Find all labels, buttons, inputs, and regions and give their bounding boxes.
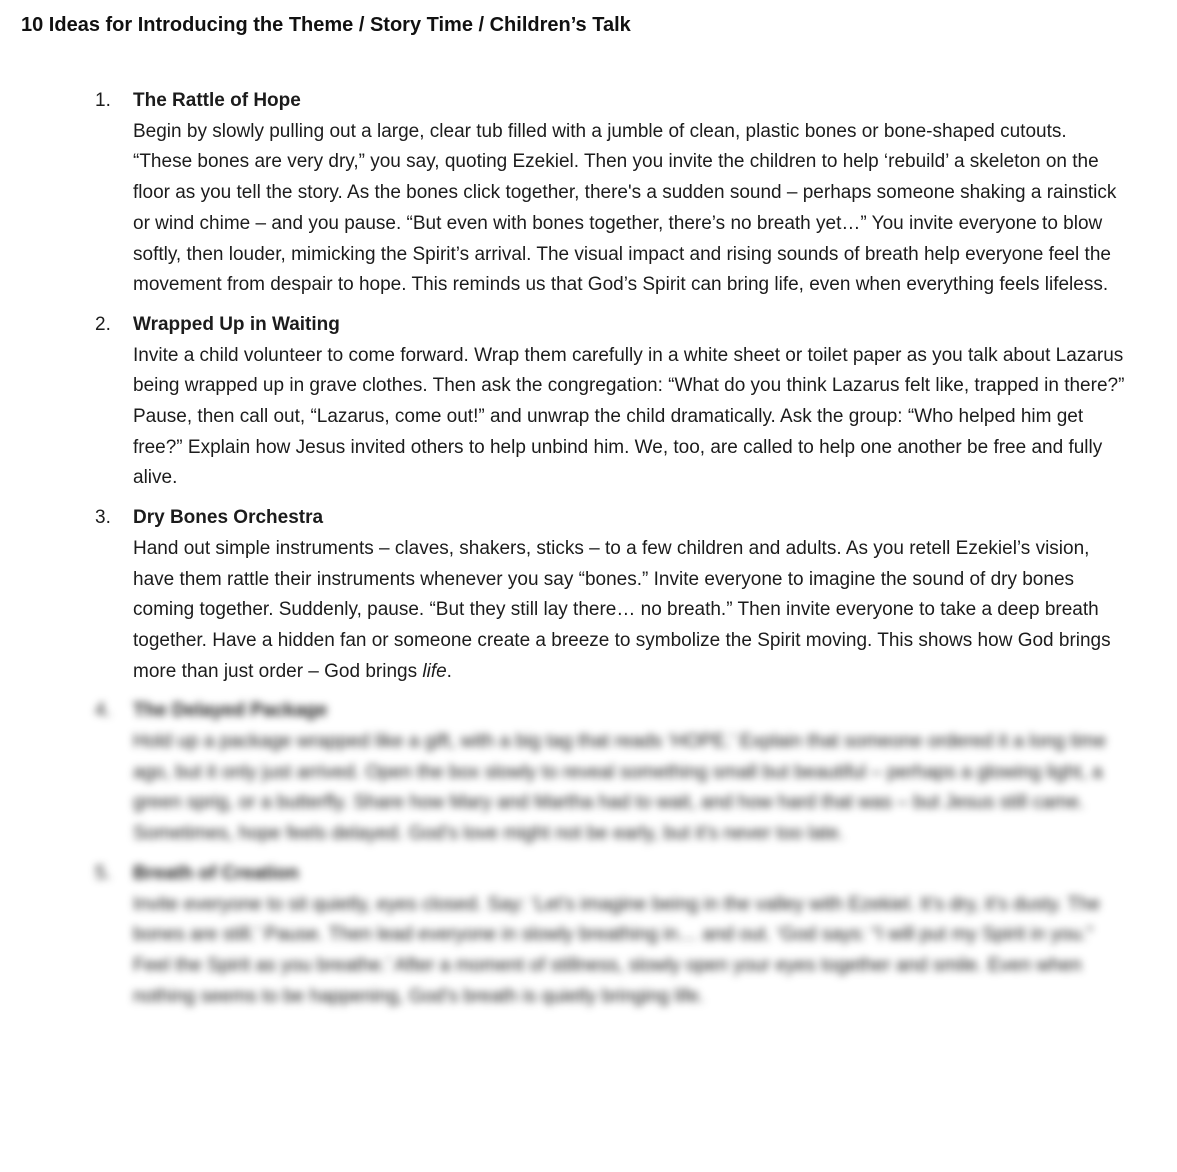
idea-item-5-blurred <box>0 859 1177 1013</box>
idea-item-4-blurred <box>0 696 1177 850</box>
item-heading: Dry Bones Orchestra <box>133 507 324 529</box>
item-number: 3. <box>95 507 111 529</box>
item-number: 2. <box>95 313 111 335</box>
item-body: Hold up a package wrapped like a gift, with a big tag that reads ‘HOPE.’ Explain that someone ordered it a long time ago, but it only just arrived. Open the box slowly to reveal something small but beautiful – perhaps a glowing light, a green sprig, or a butterfly. Share how Mary and Martha had to wait, and how hard that was – but Jesus still came. Sometimes, hope feels delayed. God’s love might not be early, but it’s never too late. <box>133 731 1107 845</box>
item-content <box>133 310 1130 494</box>
idea-item-3 <box>0 503 1177 687</box>
item-heading: The Rattle of Hope <box>133 90 301 111</box>
item-number: 1. <box>95 90 111 111</box>
item-heading: Breath of Creation <box>133 862 299 884</box>
item-content <box>133 696 1130 850</box>
item-body: Invite everyone to sit quietly, eyes closed. Say: ‘Let’s imagine being in the valley with Ezekiel. It’s dry, it’s dusty. The bones are still.’ Pause. Then lead everyone in slowly breathing in… and out. ‘God says: “I will put my Spirit in you.” Feel the Spirit as you breathe.’ After a moment of stillness, slowly open your eyes together and smile. Even when nothing seems to be happening, God’s breath is quietly bringing life. <box>133 893 1101 1007</box>
item-heading: Wrapped Up in Waiting <box>133 313 340 335</box>
item-body: Begin by slowly pulling out a large, clear tub filled with a jumble of clean, plastic bones or bone-shaped cutouts. “These bones are very dry,” you say, quoting Ezekiel. Then you invite the children to help ‘rebuild’ a skeleton on the floor as you tell the story. As the bones click together, there's a sudden sound – perhaps someone shaking a rainstick or wind chime – and you pause. “But even with bones together, there’s no breath yet…” You invite everyone to blow softly, then louder, mimicking the Spirit’s arrival. The visual impact and rising sounds of breath help everyone feel the movement from despair to hope. This reminds us that God’s Spirit can bring life, even when everything feels lifeless. <box>133 120 1117 296</box>
item-body <box>133 534 1130 688</box>
idea-item-1 <box>0 86 1177 301</box>
item-content <box>133 503 1130 687</box>
item-body-suffix: . <box>446 660 452 682</box>
item-body-text: Hand out simple instruments – claves, shakers, sticks – to a few children and adults. As you retell Ezekiel’s vision, have them rattle their instruments whenever you say “bones.” Invite everyone to imagine the sound of dry bones coming together. Suddenly, pause. “But they still lay there… no breath.” Then invite everyone to take a deep breath together. Have a hidden fan or someone create a breeze to symbolize the Spirit moving. This shows how God brings more than just order – God brings <box>133 537 1111 682</box>
item-heading: The Delayed Package <box>133 700 328 722</box>
idea-list <box>0 86 1177 1012</box>
item-number: 4. <box>95 700 111 722</box>
idea-item-2 <box>0 310 1177 494</box>
item-content <box>133 86 1130 301</box>
item-content <box>133 859 1130 1013</box>
item-body: Invite a child volunteer to come forward. Wrap them carefully in a white sheet or toilet paper as you talk about Lazarus being wrapped up in grave clothes. Then ask the congregation: “What do you think Lazarus felt like, trapped in there?” Pause, then call out, “Lazarus, come out!” and unwrap the child dramatically. Ask the group: “Who helped him get free?” Explain how Jesus invited others to help unbind him. We, too, are called to help one another be free and fully alive. <box>133 344 1125 489</box>
item-body-italic-word: life <box>422 660 447 682</box>
document-title: 10 Ideas for Introducing the Theme / Story Time / Children’s Talk <box>21 14 631 36</box>
item-number: 5. <box>95 862 111 884</box>
